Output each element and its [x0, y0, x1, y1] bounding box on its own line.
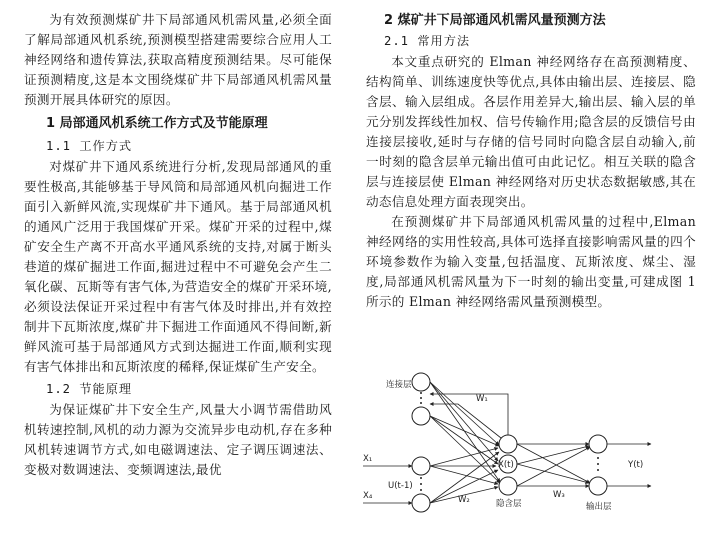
section-1-heading: 1 局部通风机系统工作方式及节能原理	[46, 116, 268, 131]
context-node-1	[412, 373, 430, 391]
output-node-2	[589, 477, 607, 495]
section-1-1-heading: 1.1 工作方式	[46, 139, 133, 153]
hidden-layer-label: 隐含层	[496, 499, 522, 509]
section-2-heading: 2 煤矿井下局部通风机需风量预测方法	[384, 13, 606, 28]
left-column	[24, 10, 332, 480]
x4-label: X₄	[363, 491, 373, 501]
section-1-2-heading: 1.2 节能原理	[46, 382, 133, 396]
u-label: U(t-1)	[388, 481, 413, 491]
section-1-1-paragraph: 对煤矿井下通风系统进行分析,发现局部通风的重要性极高,其能够基于导风筒和局部通风机向掘进工作面引入新鲜风流,实现煤矿井下通风。基于局部通风机的通风广泛用于我国煤矿开采。煤矿开采的过程中,煤矿安全生产离不开高水平通风系统的支持,对属于断头巷道的煤矿掘进工作面,掘进过程中不可避免会产生二氧化碳、瓦斯等有害气体,为营造安全的煤矿开采环境,必须设法保证开采过程中有害气体及时排出,并有效控制井下瓦斯浓度,煤矿井下掘进工作面通风不得间断,新鲜风流可基于局部通风方式到达掘进工作面,顺利实现有害气体排出和瓦斯浓度的稀释,保证煤矿生产安全。	[24, 159, 332, 374]
elman-network-diagram	[358, 360, 658, 532]
right-column	[366, 10, 696, 312]
intro-paragraph: 为有效预测煤矿井下局部通风机需风量,必须全面了解局部通风机系统,预测模型搭建需要综合应用人工神经网络和遗传算法,获取高精度预测结果。尽可能保证预测精度,这是本文围绕煤矿井下局部通风机需风量预测开展具体研究的原因。	[24, 12, 332, 107]
context-node-2	[412, 407, 430, 425]
w2-label: W₂	[458, 495, 470, 505]
hidden-node-1	[499, 435, 517, 453]
hidden-node-3	[499, 477, 517, 495]
input-node-4	[412, 494, 430, 512]
section-2-1-paragraph-1: 本文重点研究的 Elman 神经网络存在高预测精度、结构简单、训练速度快等优点,具体由输出层、连接层、隐含层、输入层组成。各层作用差异大,输出层、输入层的单元分别发挥线性加权、信号传输作用;隐含层的反馈信号由连接层接收,延时与存储的信号同时向隐含层自动输入,前一时刻的隐含层单元输出值可由此记忆。相互关联的隐含层与连接层使 Elman 神经网络对历史状态数据敏感,其在动态信息处理方面表现突出。	[366, 54, 696, 209]
section-2-1-heading: 2.1 常用方法	[384, 34, 471, 48]
w1-label: W₁	[476, 394, 488, 404]
output-node-1	[589, 435, 607, 453]
section-2-1-paragraph-2: 在预测煤矿井下局部通风机需风量的过程中,Elman 神经网络的实用性较高,具体可选择直接影响需风量的四个环境参数作为输入变量,包括温度、瓦斯浓度、煤尘、湿度,局部通风机需风量为下一时刻的输出变量,可建成图 1 所示的 Elman 神经网络需风量预测模型。	[366, 214, 696, 309]
output-layer-label: 输出层	[586, 502, 612, 512]
xt-label: X(t)	[498, 460, 514, 470]
x1-label: X₁	[363, 454, 373, 464]
section-1-2-paragraph: 为保证煤矿井下安全生产,风量大小调节需借助风机转速控制,风机的动力源为交流异步电动机,存在多种风机转速调节方式,如电磁调速法、定子调压调速法、变极对数调速法、变频调速法,最优	[24, 402, 332, 477]
context-layer-label: 连接层	[386, 380, 412, 390]
w3-label: W₃	[553, 490, 565, 500]
input-node-1	[412, 457, 430, 475]
yt-label: Y(t)	[628, 460, 644, 470]
